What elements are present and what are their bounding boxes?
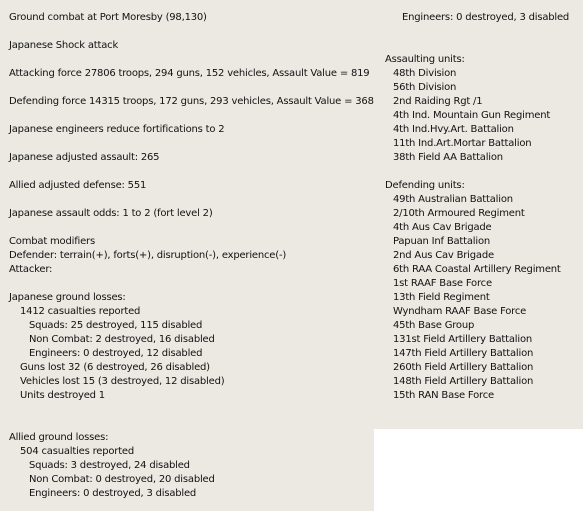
al-noncombat: Non Combat: 0 destroyed, 20 disabled	[29, 474, 215, 485]
defending-title: Defending units:	[385, 180, 465, 191]
adjusted-assault: Japanese adjusted assault: 265	[9, 152, 160, 163]
engineers-note: Japanese engineers reduce fortifications to 2	[9, 124, 225, 135]
assaulting-title: Assaulting units:	[385, 54, 465, 65]
jp-losses-title: Japanese ground losses:	[9, 292, 126, 303]
jp-vehicles: Vehicles lost 15 (3 destroyed, 12 disabled)	[20, 376, 225, 387]
modifiers-defender: Defender: terrain(+), forts(+), disruption(-), experience(-)	[9, 250, 287, 261]
list-item: 148th Field Artillery Battalion	[393, 376, 534, 387]
list-item: 4th Ind.Hvy.Art. Battalion	[393, 124, 514, 135]
combat-report-right-pane	[374, 0, 583, 429]
list-item: 2nd Raiding Rgt /1	[393, 96, 483, 107]
list-item: 49th Australian Battalion	[393, 194, 513, 205]
combat-header: Ground combat at Port Moresby (98,130)	[9, 12, 207, 23]
list-item: 2/10th Armoured Regiment	[393, 208, 525, 219]
jp-casualties: 1412 casualties reported	[20, 306, 141, 317]
al-engineers: Engineers: 0 destroyed, 3 disabled	[29, 488, 197, 499]
list-item: 45th Base Group	[393, 320, 475, 331]
al-losses-title: Allied ground losses:	[9, 432, 109, 443]
list-item: 48th Division	[393, 68, 457, 79]
attacking-force: Attacking force 27806 troops, 294 guns, 152 vehicles, Assault Value = 819	[9, 68, 370, 79]
jp-squads: Squads: 25 destroyed, 115 disabled	[29, 320, 203, 331]
defending-list	[385, 193, 583, 403]
list-item: Wyndham RAAF Base Force	[393, 306, 527, 317]
jp-engineers: Engineers: 0 destroyed, 12 disabled	[29, 348, 203, 359]
jp-noncombat: Non Combat: 2 destroyed, 16 disabled	[29, 334, 215, 345]
adjusted-defense: Allied adjusted defense: 551	[9, 180, 147, 191]
right-engineers-top: Engineers: 0 destroyed, 3 disabled	[402, 12, 570, 23]
jp-units-destroyed: Units destroyed 1	[20, 390, 105, 401]
list-item: 4th Aus Cav Brigade	[393, 222, 492, 233]
list-item: 1st RAAF Base Force	[393, 278, 492, 289]
jp-guns: Guns lost 32 (6 destroyed, 26 disabled)	[20, 362, 210, 373]
list-item: 131st Field Artillery Battalion	[393, 334, 532, 345]
list-item: 2nd Aus Cav Brigade	[393, 250, 494, 261]
list-item: 15th RAN Base Force	[393, 390, 494, 401]
list-item: 147th Field Artillery Battalion	[393, 348, 534, 359]
assault-odds: Japanese assault odds: 1 to 2 (fort level 2)	[9, 208, 213, 219]
modifiers-attacker: Attacker:	[9, 264, 53, 275]
al-squads: Squads: 3 destroyed, 24 disabled	[29, 460, 190, 471]
list-item: 38th Field AA Battalion	[393, 152, 503, 163]
list-item: Papuan Inf Battalion	[393, 236, 490, 247]
list-item: 260th Field Artillery Battalion	[393, 362, 534, 373]
al-casualties: 504 casualties reported	[20, 446, 135, 457]
modifiers-title: Combat modifiers	[9, 236, 95, 247]
list-item: 56th Division	[393, 82, 457, 93]
list-item: 13th Field Regiment	[393, 292, 490, 303]
list-item: 11th Ind.Art.Mortar Battalion	[393, 138, 532, 149]
list-item: 6th RAA Coastal Artillery Regiment	[393, 264, 561, 275]
assaulting-list	[385, 67, 583, 165]
list-item: 4th Ind. Mountain Gun Regiment	[393, 110, 551, 121]
defending-force: Defending force 14315 troops, 172 guns, 293 vehicles, Assault Value = 368	[9, 96, 374, 107]
attack-type: Japanese Shock attack	[9, 40, 119, 51]
